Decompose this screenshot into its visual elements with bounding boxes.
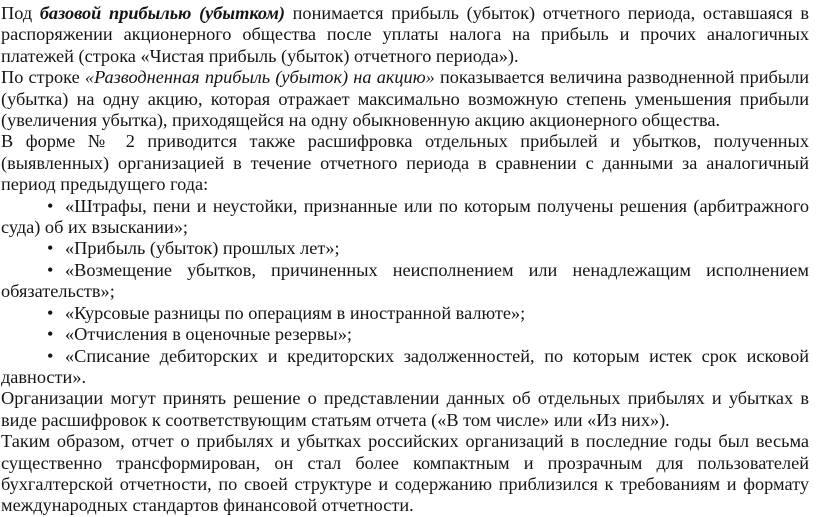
paragraph-form-2: В форме № 2 приводится также расшифровка отдельных прибылей и убытков, полученных (выявленных) организацией в течение отчетного периода в сравнении с данными за аналогичный период предыдущего года: [1,131,809,195]
bullet-text: «Курсовые разницы по операциям в иностранной валюте»; [65,302,526,323]
paragraph-diluted-profit [1,67,809,131]
bullet-item [1,324,809,345]
bullet-icon: • [47,195,54,216]
paragraph-decision: Организации могут принять решение о представлении данных об отдельных прибылях и убытках в виде расшифровок к соответствующим статьям отчета («В том числе» или «Из них»). [1,388,809,430]
term-basic-profit: базовой прибылью (убытком) [39,3,285,23]
paragraph-lead: Под [1,3,40,23]
paragraph-text: понимается прибыль (убыток) отчетного периода, оставшаяся в распоряжении акционерного общества после уплаты налога на прибыль и прочих аналогичных платежей (строка «Чистая прибыль (убыток) отчетного периода»). [1,3,810,66]
bullet-icon: • [47,302,54,323]
bullet-icon: • [47,345,54,366]
bullet-text: «Прибыль (убыток) прошлых лет»; [65,238,340,259]
paragraph-basic-profit [1,3,809,67]
bullet-icon: • [47,238,54,259]
bullet-icon: • [47,324,54,345]
bullet-item [1,238,809,259]
bullet-item [1,346,809,389]
bullet-item [1,196,809,239]
bullet-text: «Штрафы, пени и неустойки, признанные или по которым получены решения (арбитражного суда) об их взыскании»; [1,195,809,238]
paragraph-conclusion: Таким образом, отчет о прибылях и убытках российских организаций в последние годы был весьма существенно трансформирован, он стал более компактным и прозрачным для пользователей бухгалтерской отчетности, по своей структуре и содержанию приблизился к требованиям и формату международных стандартов финансовой отчетности. [1,431,809,516]
bullet-text: «Возмещение убытков, причиненных неисполнением или ненадлежащим исполнением обязательств»; [1,259,809,302]
bullet-item [1,260,809,303]
paragraph-lead: По строке [1,67,85,88]
bullet-list [1,196,809,389]
bullet-text: «Списание дебиторских и кредиторских задолженностей, по которым истек срок исковой давности». [1,345,809,387]
bullet-item [1,303,809,324]
bullet-text: «Отчисления в оценочные резервы»; [65,324,352,345]
term-diluted-profit: «Разводненная прибыль (убыток) на акцию» [84,67,435,88]
paragraph-text: показывается величина разводненной прибыли (убытка) на одну акцию, которая отражает максимально возможную степень уменьшения прибыли (увеличения убытка), приходящейся на одну обыкновенную акцию акционерного общества. [1,67,809,131]
bullet-icon: • [47,259,54,280]
